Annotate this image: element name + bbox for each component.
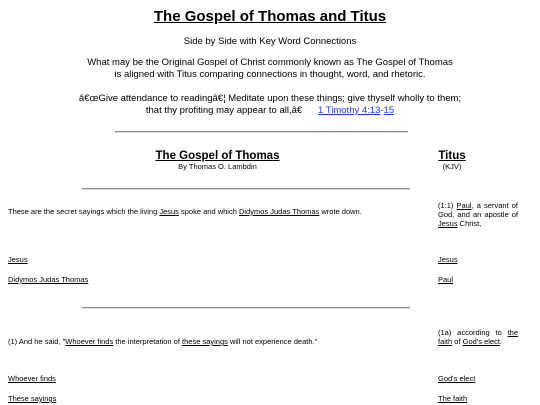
connection-right-4[interactable]: The faith	[438, 394, 468, 403]
left-column-title: The Gospel of Thomas	[155, 150, 280, 162]
quote-line-2	[40, 105, 500, 117]
section-divider	[115, 131, 408, 133]
thomas-saying-1	[8, 337, 418, 346]
quote-ref-separator: -	[380, 105, 384, 116]
connection-left-2[interactable]: Didymos Judas Thomas	[8, 275, 89, 284]
row-divider	[82, 307, 410, 309]
connection-left-4[interactable]: These sayings	[8, 394, 57, 403]
connection-left-3[interactable]: Whoever finds	[8, 374, 56, 383]
page-title: The Gospel of Thomas and Titus	[153, 8, 387, 25]
intro-line-2: is aligned with Titus comparing connections in thought, word, and rhetoric.	[114, 69, 426, 80]
intro-paragraph	[40, 57, 500, 81]
keyword-paul: Paul	[456, 201, 472, 210]
keyword-jesus: Jesus	[159, 207, 179, 216]
titus-verse-1-1	[438, 201, 518, 228]
verse-text: of	[452, 337, 463, 346]
connection-right-3[interactable]: God's elect	[438, 374, 476, 383]
keyword-jesus: Jesus	[438, 219, 458, 228]
connection-right-1[interactable]: Jesus	[438, 255, 458, 264]
left-column-header	[0, 150, 435, 171]
quote-ref-end-link[interactable]: 15	[383, 105, 395, 116]
left-column-byline: By Thomas O. Lambdin	[178, 162, 257, 171]
verse-text: Christ,	[457, 219, 482, 228]
verse-text: (1a) according to	[438, 328, 508, 337]
verse-text: .	[499, 337, 503, 346]
verse-text: the interpretation of	[113, 337, 183, 346]
quote-line-1: â€œGive attendance to readingâ€¦ Meditate upon these things; give thyself wholly to them;	[78, 93, 462, 104]
keyword-didymos: Didymos Judas Thomas	[238, 207, 320, 216]
verse-text: These are the secret sayings which the living	[8, 207, 160, 216]
verse-text: spoke and which	[178, 207, 239, 216]
quote-ref-link[interactable]: 1 Timothy 4:13	[318, 105, 381, 116]
verse-text: , a servant of God, and an apostle of	[438, 201, 519, 219]
verse-text: will not experience death."	[227, 337, 318, 346]
keyword-the-faith: the faith	[438, 328, 518, 346]
right-column-header	[432, 150, 472, 171]
right-column-byline: (KJV)	[442, 162, 462, 171]
scripture-quote	[40, 93, 500, 117]
verse-text: wrote down.	[319, 207, 362, 216]
right-column-title: Titus	[438, 150, 466, 162]
intro-line-1: What may be the Original Gospel of Christ commonly known as The Gospel of Thomas	[87, 57, 453, 68]
keyword-gods-elect: God's elect	[462, 337, 500, 346]
connection-right-2[interactable]: Paul	[438, 275, 454, 284]
page-subtitle: Side by Side with Key Word Connections	[183, 36, 357, 47]
keyword-these-sayings: these sayings	[182, 337, 228, 346]
header-divider	[82, 188, 410, 190]
thomas-verse-intro	[8, 207, 418, 216]
verse-text: (1:1)	[438, 201, 457, 210]
verse-text: (1) And he said, "	[8, 337, 66, 346]
quote-line-2-text: that thy profiting may appear to all,â€	[145, 105, 303, 116]
keyword-whoever-finds: Whoever finds	[65, 337, 114, 346]
connection-left-1[interactable]: Jesus	[8, 255, 28, 264]
titus-verse-1-1a	[438, 328, 518, 346]
